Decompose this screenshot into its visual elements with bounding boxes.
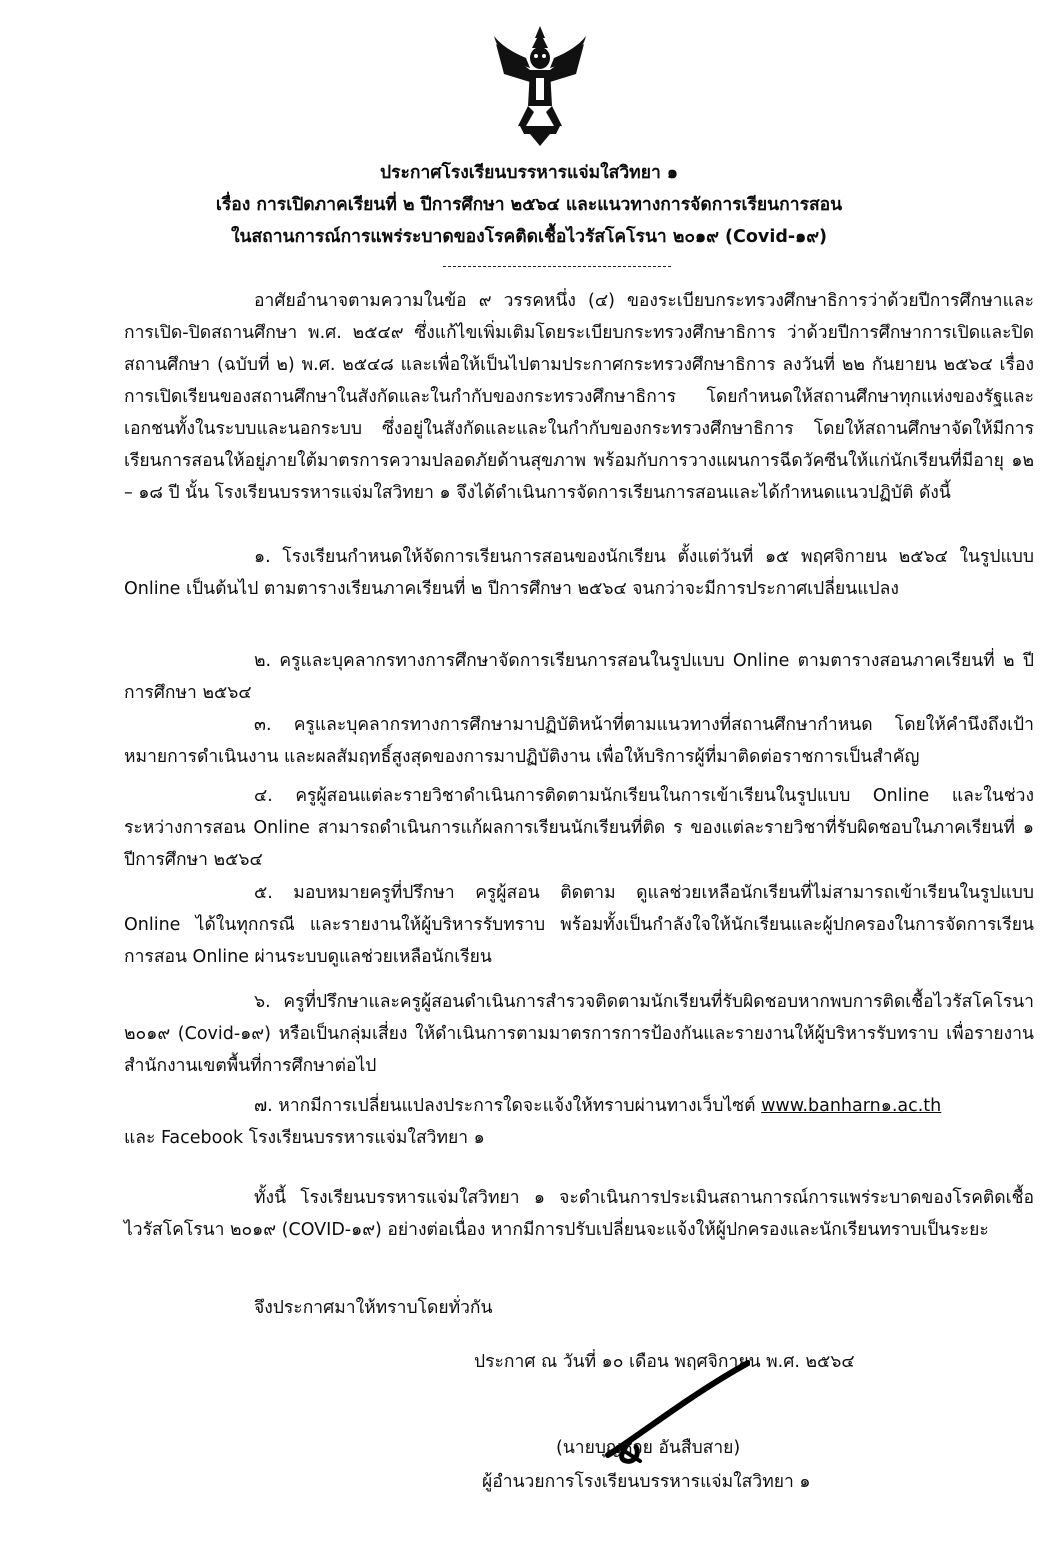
item-7-line [124,1090,1034,1122]
item-3-text: ๓. ครูและบุคลากรทางการศึกษามาปฏิบัติหน้าที่ตามแนวทางที่สถานศึกษากำหนด โดยให้คำนึงถึงเป้าหมายการดำเนินงาน และผลสัมฤทธิ์สูงสุดของการมาปฏิบัติงาน เพื่อให้บริการผู้ที่มาติดต่อราชการเป็นสำคัญ [124,715,1034,767]
closing-paragraph [124,1182,1034,1246]
item-5 [124,877,1034,973]
header-line-1: ประกาศโรงเรียนบรรหารแจ่มใสวิทยา ๑ [380,163,678,183]
intro-text: อาศัยอำนาจตามความในข้อ ๙ วรรคหนึ่ง (๔) ของระเบียบกระทรวงศึกษาธิการว่าด้วยปีการศึกษาและการเปิด-ปิดสถานศึกษา พ.ศ. ๒๕๔๙ ซึ่งแก้ไขเพิ่มเติมโดยระเบียบกระทรวงศึกษาธิการ ว่าด้วยปีการศึกษาการเปิดและปิดสถานศึกษา (ฉบับที่ ๒) พ.ศ. ๒๕๔๘ และเพื่อให้เป็นไปตามประกาศกระทรวงศึกษาธิการ ลงวันที่ ๒๒ กันยายน ๒๕๖๔ เรื่องการเปิดเรียนของสถานศึกษาในสังกัดและในกำกับของกระทรวงศึกษาธิการ โดยกำหนดให้สถานศึกษาทุกแห่งของรัฐและเอกชนทั้งในระบบและนอกระบบ ซึ่งอยู่ในสังกัดและและในกำกับของกระทรวงศึกษาธิการ โดยให้สถานศึกษาจัดให้มีการเรียนการสอนให้อยู่ภายใต้มาตรการความปลอดภัยด้านสุขภาพ พร้อมกับการวางแผนการฉีดวัคซีนให้แก่นักเรียนที่มีอายุ ๑๒ – ๑๘ ปี นั้น โรงเรียนบรรหารแจ่มใสวิทยา ๑ จึงได้ดำเนินการจัดการเรียนการสอนและได้กำหนดแนวปฏิบัติ ดังนี้ [124,291,1034,503]
item-7 [124,1090,1034,1154]
date-line: ประกาศ ณ วันที่ ๑๐ เดือน พฤศจิกายน พ.ศ. ๒๕๖๔ [474,1352,855,1372]
divider [443,266,671,267]
item-6 [124,986,1034,1082]
header-subject: เรื่อง การเปิดภาคเรียนที่ ๒ ปีการศึกษา ๒๕๖๔ และแนวทางการจัดการเรียนการสอน [215,195,843,215]
item-1 [124,541,1034,605]
item-2 [124,645,1034,709]
item-4-text: ๔. ครูผู้สอนแต่ละรายวิชาดำเนินการติดตามนักเรียนในการเข้าเรียนในรูปแบบ Online และในช่วงระหว่างการสอน Online สามารถดำเนินการแก้ผลการเรียนนักเรียนที่ติด ร ของแต่ละรายวิชาที่รับผิดชอบในภาคเรียนที่ ๑ ปีการศึกษา ๒๕๖๔ [124,786,1034,870]
item-6-text: ๖. ครูที่ปรึกษาและครูผู้สอนดำเนินการสำรวจติดตามนักเรียนที่รับผิดชอบหากพบการติดเชื้อไวรัสโคโรนา ๒๐๑๙ (Covid-๑๙) หรือเป็นกลุ่มเสี่ยง ให้ดำเนินการตามมาตรการการป้องกันและรายงานให้ผู้บริหารรับทราบ เพื่อรายงานสำนักงานเขตพื้นที่การศึกษาต่อไป [124,992,1034,1076]
item-7-text: ๗. หากมีการเปลี่ยนแปลงประการใดจะแจ้งให้ทราบผ่านทางเว็บไซต์ [254,1096,756,1116]
item-4 [124,780,1034,876]
item-3 [124,709,1034,773]
signer-name: (นายบุญช่วย อันสืบสาย) [556,1438,741,1458]
signer-title: ผู้อำนวยการโรงเรียนบรรหารแจ่มใสวิทยา ๑ [482,1472,811,1492]
garuda-emblem-icon [490,22,590,147]
announce-line: จึงประกาศมาให้ทราบโดยทั่วกัน [254,1298,493,1318]
item-5-text: ๕. มอบหมายครูที่ปรึกษา ครูผู้สอน ติดตาม ดูแลช่วยเหลือนักเรียนที่ไม่สามารถเข้าเรียนในรูปแบบ Online ได้ในทุกกรณี และรายงานให้ผู้บริหารรับทราบ พร้อมทั้งเป็นกำลังใจให้นักเรียนและผู้ปกครองในการจัดการเรียนการสอน Online ผ่านระบบดูแลช่วยเหลือนักเรียน [124,883,1034,967]
item-7-facebook: และ Facebook โรงเรียนบรรหารแจ่มใสวิทยา ๑ [124,1128,485,1148]
item-1-text: ๑. โรงเรียนกำหนดให้จัดการเรียนการสอนของนักเรียน ตั้งแต่วันที่ ๑๕ พฤศจิกายน ๒๕๖๔ ในรูปแบบ Online เป็นต้นไป ตามตารางเรียนภาคเรียนที่ ๒ ปีการศึกษา ๒๕๖๔ จนกว่าจะมีการประกาศเปลี่ยนแปลง [124,547,1034,599]
closing-text: ทั้งนี้ โรงเรียนบรรหารแจ่มใสวิทยา ๑ จะดำเนินการประเมินสถานการณ์การแพร่ระบาดของโรคติดเชื้อไวรัสโคโรนา ๒๐๑๙ (COVID-๑๙) อย่างต่อเนื่อง หากมีการปรับเปลี่ยนจะแจ้งให้ผู้ปกครองและนักเรียนทราบเป็นระยะ [124,1188,1034,1240]
item-2-text: ๒. ครูและบุคลากรทางการศึกษาจัดการเรียนการสอนในรูปแบบ Online ตามตารางสอนภาคเรียนที่ ๒ ปีการศึกษา ๒๕๖๔ [124,651,1034,703]
website-link[interactable]: www.banharn๑.ac.th [761,1096,942,1116]
header-line-3: ในสถานการณ์การแพร่ระบาดของโรคติดเชื้อไวรัสโคโรนา ๒๐๑๙ (Covid-๑๙) [230,227,828,247]
intro-paragraph [124,285,1034,509]
